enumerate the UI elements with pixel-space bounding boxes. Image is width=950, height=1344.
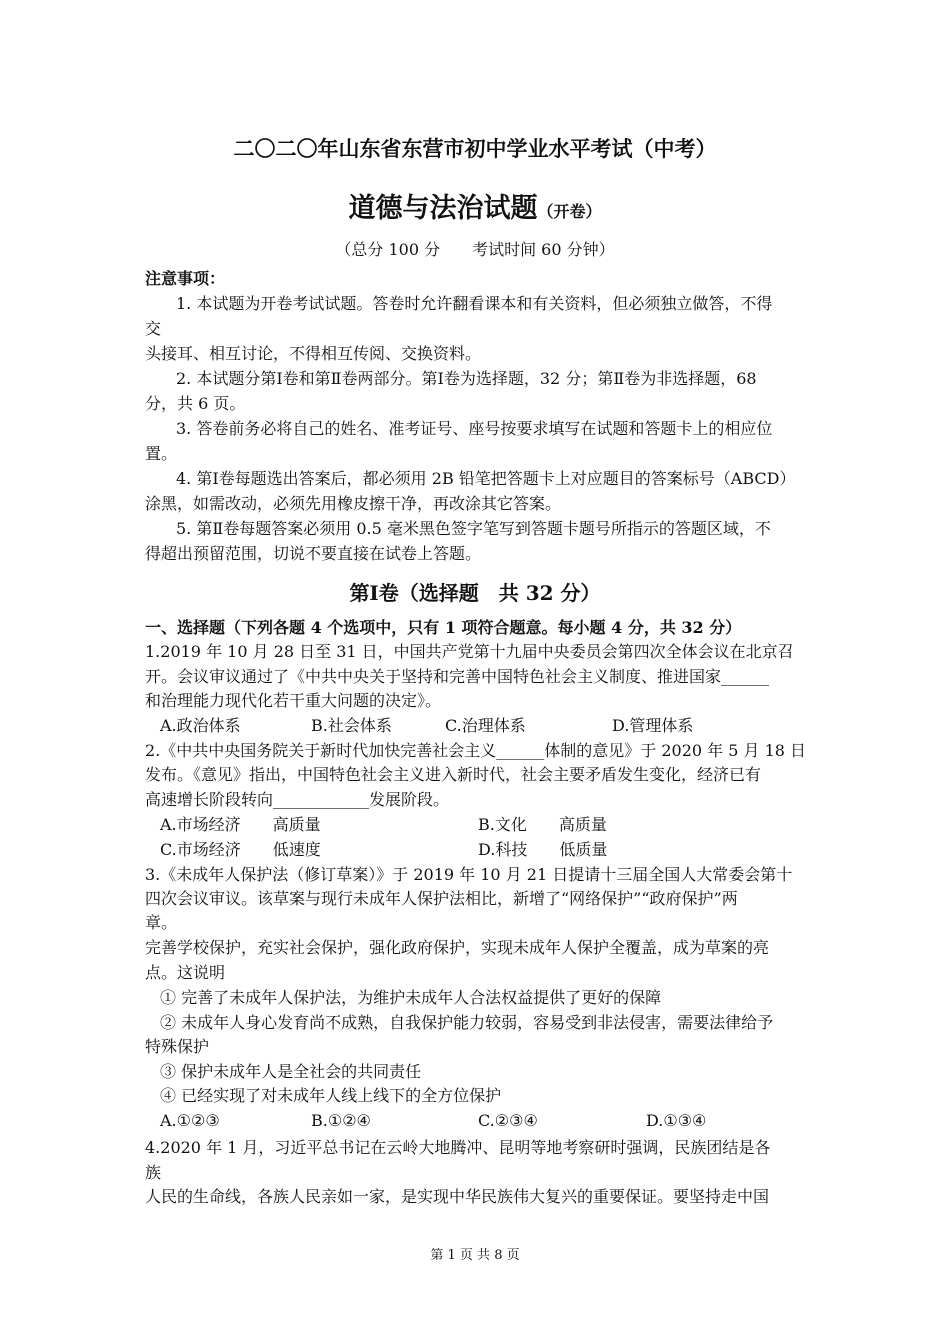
question-3-option-c: C.②③④ <box>478 1111 538 1130</box>
question-2-option-a: A.市场经济 高质量 <box>160 815 321 834</box>
section-instruction: 一、选择题（下列各题 4 个选项中，只有 1 项符合题意。每小题 4 分，共 32 分） <box>145 618 742 637</box>
question-2-line: 发布。《意见》指出，中国特色社会主义进入新时代，社会主要矛盾发生变化，经济已有 <box>145 765 762 784</box>
question-3-item: ② 未成年人身心发育尚不成熟，自我保护能力较弱，容易受到非法侵害，需要法律给予 <box>160 1013 774 1032</box>
question-2-option-c: C.市场经济 低速度 <box>160 840 321 859</box>
question-3-option-b: B.①②④ <box>311 1111 371 1130</box>
notes-line: 3. 答卷前务必将自己的姓名、准考证号、座号按要求填写在试题和答题卡上的相应位 <box>176 419 773 438</box>
question-2-line: 高速增长阶段转向____________发展阶段。 <box>145 790 450 809</box>
question-1-option-b: B.社会体系 <box>311 716 392 735</box>
question-2-option-b: B.文化 高质量 <box>478 815 607 834</box>
subject-title-suffix: （开卷） <box>537 202 602 221</box>
subject-title-text: 道德与法治试题 <box>348 193 538 224</box>
notes-line: 分，共 6 页。 <box>145 394 246 413</box>
question-3-line: 3.《未成年人保护法（修订草案）》于 2019 年 10 月 21 日提请十三届全国人大常委会第十 <box>145 865 793 884</box>
notes-line: 4. 第Ⅰ卷每题选出答案后，都必须用 2B 铅笔把答题卡上对应题目的答案标号（ABCD） <box>176 469 796 488</box>
question-3-line: 章。 <box>145 913 178 932</box>
question-4-line: 人民的生命线，各族人民亲如一家，是实现中华民族伟大复兴的重要保证。要坚持走中国 <box>145 1187 770 1206</box>
subject-title <box>0 192 950 229</box>
notes-line: 1. 本试题为开卷考试试题。答卷时允许翻看课本和有关资料，但必须独立做答，不得 <box>176 294 773 313</box>
question-2-option-d: D.科技 低质量 <box>478 840 608 859</box>
notes-line: 涂黑，如需改动，必须先用橡皮擦干净，再改涂其它答案。 <box>145 494 562 513</box>
notes-line: 头接耳、相互讨论，不得相互传阅、交换资料。 <box>145 344 482 363</box>
question-1-option-d: D.管理体系 <box>612 716 694 735</box>
question-3-option-d: D.①③④ <box>646 1111 707 1130</box>
exam-title: 二〇二〇年山东省东营市初中学业水平考试（中考） <box>233 136 717 161</box>
notes-line: 2. 本试题分第Ⅰ卷和第Ⅱ卷两部分。第Ⅰ卷为选择题，32 分；第Ⅱ卷为非选择题，68 <box>176 369 757 388</box>
question-3-line: 四次会议审议。该草案与现行未成年人保护法相比，新增了“网络保护”“政府保护”两 <box>145 889 738 908</box>
exam-info: （总分 100 分 考试时间 60 分钟） <box>335 240 615 259</box>
question-3-item: ③ 保护未成年人是全社会的共同责任 <box>160 1062 422 1081</box>
page-footer: 第 1 页 共 8 页 <box>430 1248 520 1263</box>
notes-line: 得超出预留范围，切说不要直接在试卷上答题。 <box>145 544 482 563</box>
question-2-line: 2.《中共中央国务院关于新时代加快完善社会主义______体制的意见》于 2020 年 5 月 18 日 <box>145 741 807 760</box>
question-4-line: 族 <box>145 1163 162 1182</box>
question-1-option-c: C.治理体系 <box>445 716 526 735</box>
notes-line: 置。 <box>145 444 178 463</box>
question-3-line: 完善学校保护，充实社会保护，强化政府保护，实现未成年人保护全覆盖，成为草案的亮 <box>145 938 770 957</box>
question-3-item: ① 完善了未成年人保护法，为维护未成年人合法权益提供了更好的保障 <box>160 988 662 1007</box>
question-3-line: 点。这说明 <box>145 963 226 982</box>
notes-line: 5. 第Ⅱ卷每题答案必须用 0.5 毫米黑色签字笔写到答题卡题号所指示的答题区域，不 <box>176 519 771 538</box>
question-1-line: 1.2019 年 10 月 28 日至 31 日，中国共产党第十九届中央委员会第四次全体会议在北京召 <box>145 642 794 661</box>
notes-heading: 注意事项： <box>145 269 226 288</box>
question-1-option-a: A.政治体系 <box>160 716 241 735</box>
question-1-line: 和治理能力现代化若干重大问题的决定》。 <box>145 691 442 710</box>
notes-line: 交 <box>145 319 162 338</box>
question-3-item: 特殊保护 <box>145 1037 210 1056</box>
question-4-line: 4.2020 年 1 月，习近平总书记在云岭大地腾冲、昆明等地考察研时强调，民族团结是各 <box>145 1138 771 1157</box>
section-title: 第Ⅰ卷（选择题 共 32 分） <box>349 581 601 605</box>
question-3-option-a: A.①②③ <box>160 1111 220 1130</box>
question-3-item: ④ 已经实现了对未成年人线上线下的全方位保护 <box>160 1086 502 1105</box>
question-1-line: 开。会议审议通过了《中共中央关于坚持和完善中国特色社会主义制度、推进国家______ <box>145 667 770 686</box>
